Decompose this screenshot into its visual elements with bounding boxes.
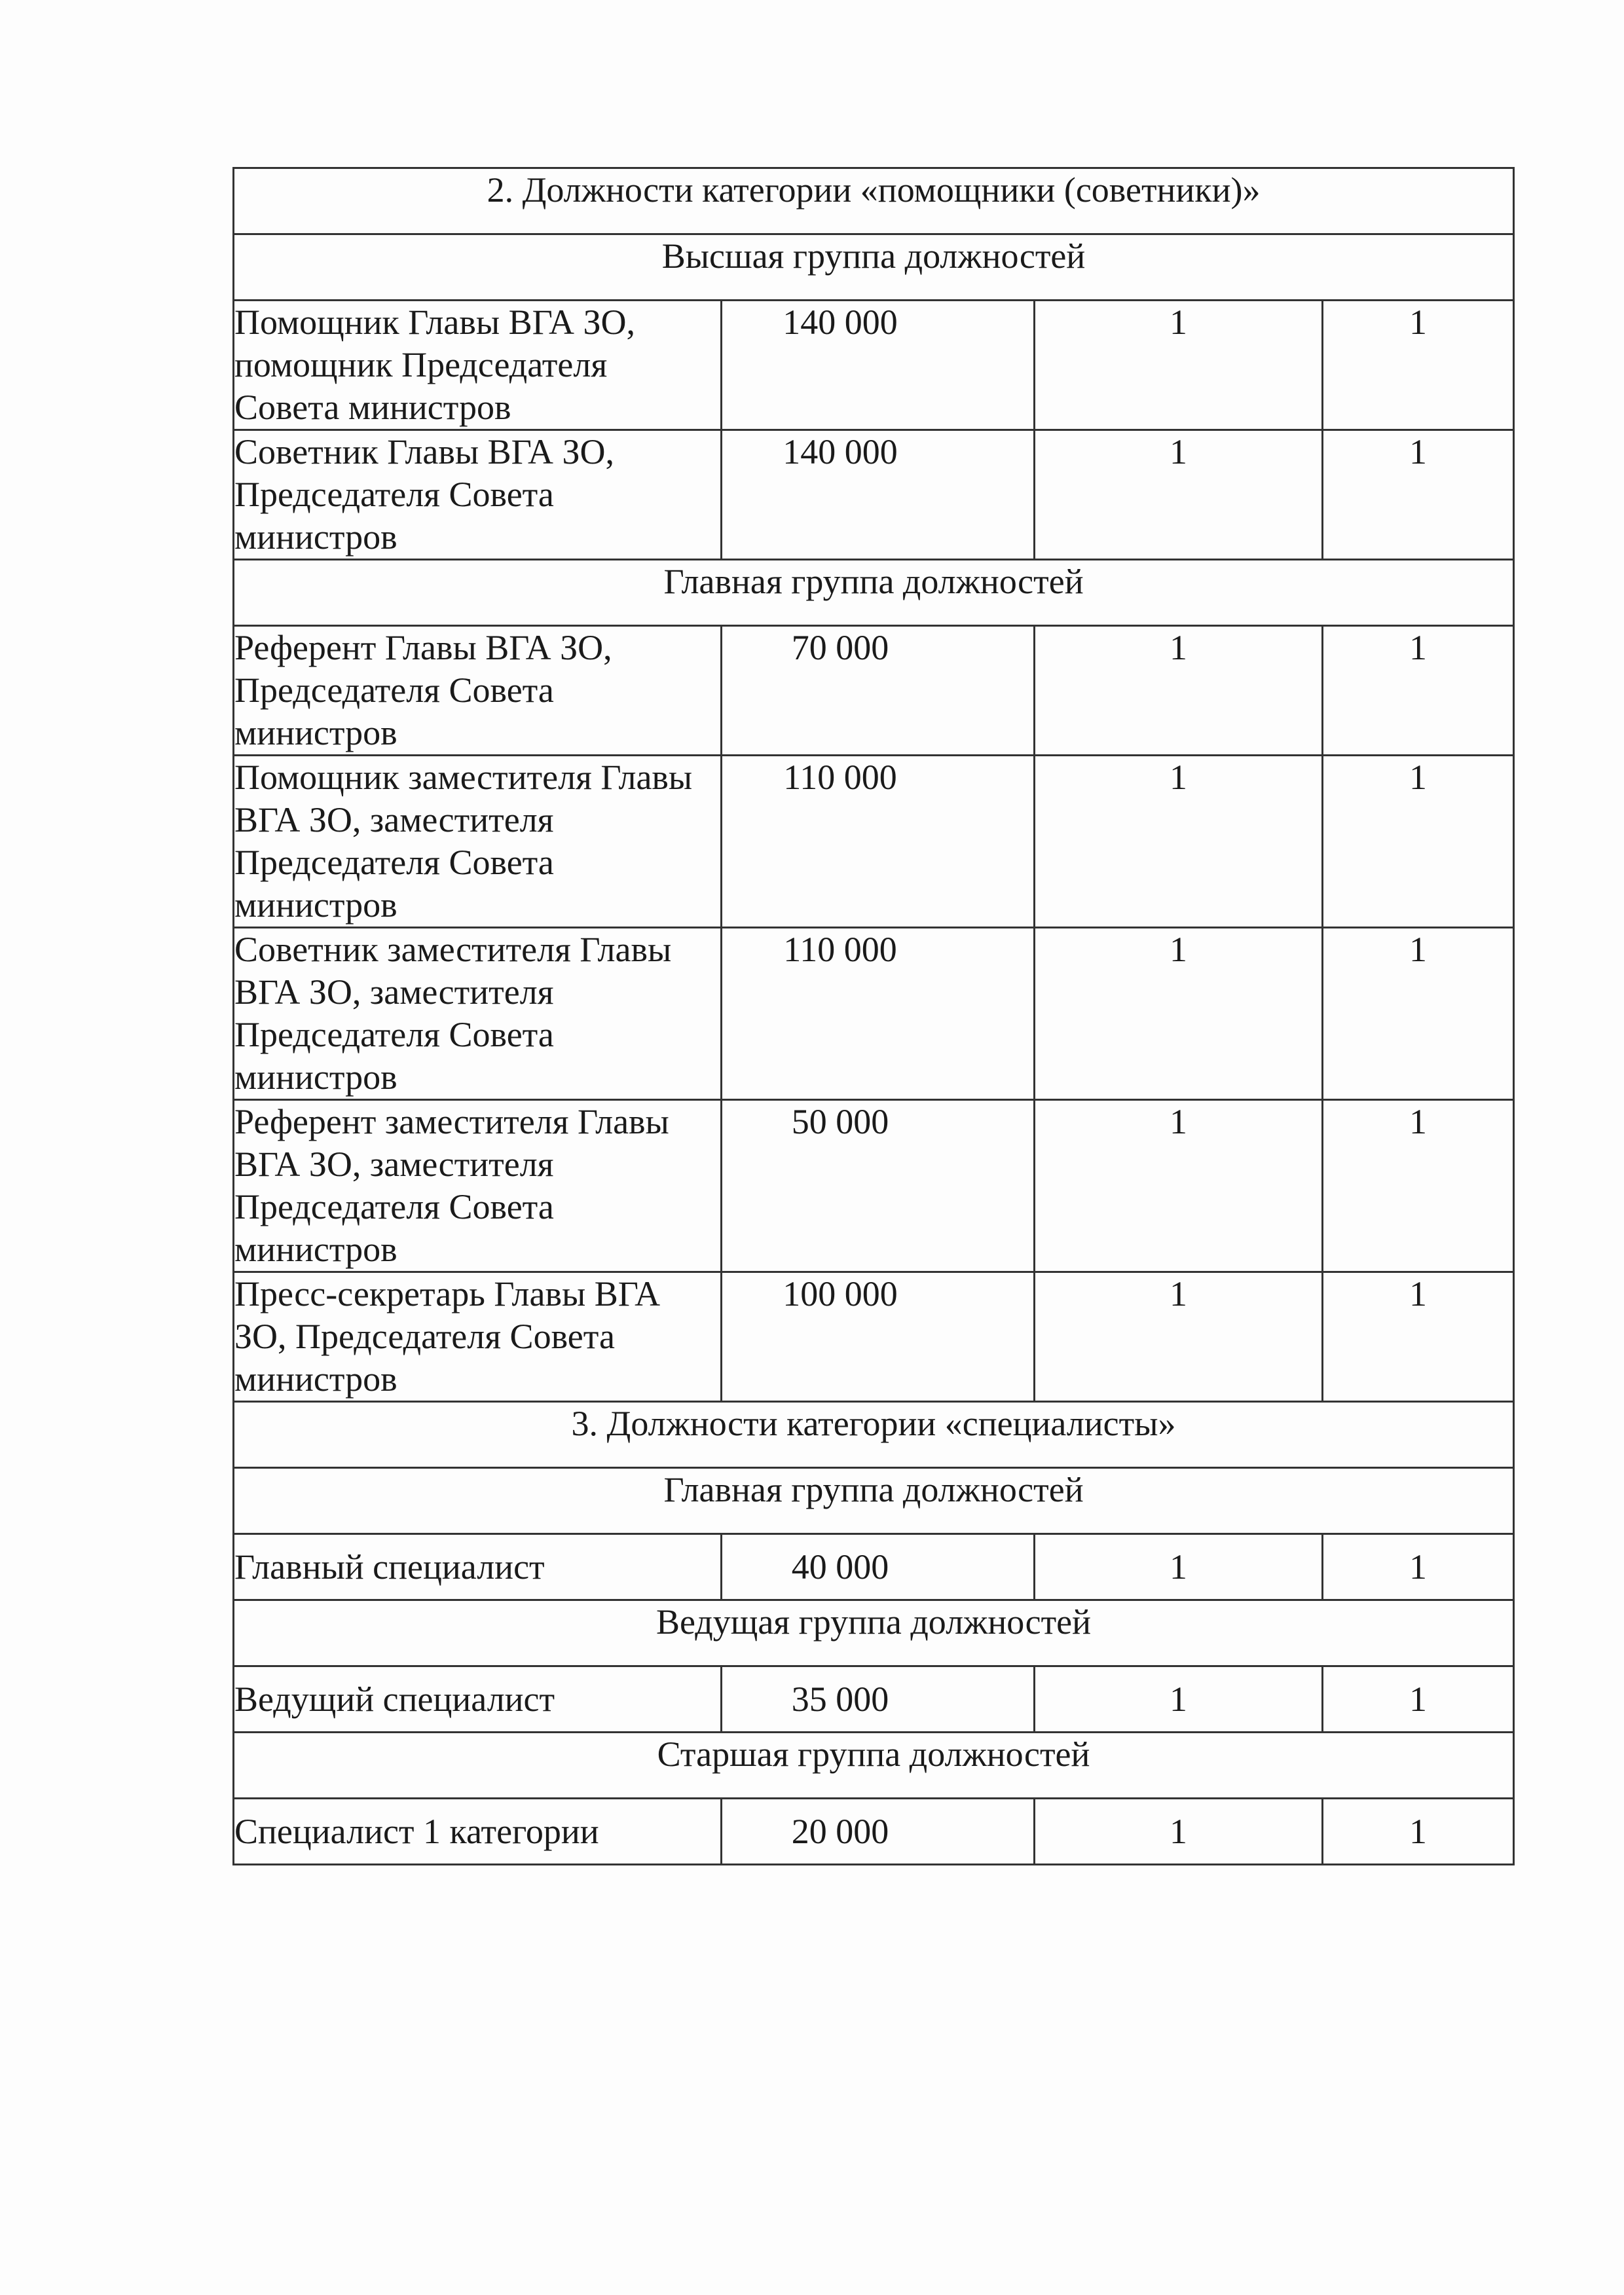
count-cell: 1 [1323,1799,1514,1865]
group-row [234,1468,1514,1534]
salary-cell [722,1272,1035,1402]
position-name: Советник заместителя Главы ВГА ЗО, заместителя Председателя Совета министров [234,928,722,1100]
count-cell: 1 [1035,430,1323,560]
salary-cell [722,928,1035,1100]
table-row [234,430,1514,560]
position-name: Помощник заместителя Главы ВГА ЗО, заместителя Председателя Совета министров [234,756,722,928]
table-row [234,626,1514,756]
salary-cell [722,626,1035,756]
position-name: Референт заместителя Главы ВГА ЗО, заместителя Председателя Совета министров [234,1100,722,1272]
salary-value: 100 000 [783,1274,898,1313]
section-row [234,1402,1514,1468]
group-row [234,560,1514,626]
salary-cell [722,1666,1035,1733]
salary-value: 110 000 [783,930,897,969]
table-row [234,301,1514,430]
group-title: Главная группа должностей [234,560,1514,626]
salary-value: 110 000 [783,758,897,797]
count-cell: 1 [1035,301,1323,430]
count-cell: 1 [1035,928,1323,1100]
section-title: 2. Должности категории «помощники (советники)» [234,168,1514,234]
group-title: Старшая группа должностей [234,1733,1514,1799]
salary-value: 50 000 [791,1102,889,1141]
count-cell: 1 [1323,1100,1514,1272]
count-cell: 1 [1323,301,1514,430]
salary-value: 20 000 [791,1811,889,1851]
group-row [234,234,1514,301]
table-row [234,1666,1514,1733]
position-name: Пресс-секретарь Главы ВГА ЗО, Председателя Совета министров [234,1272,722,1402]
count-cell: 1 [1323,626,1514,756]
salary-value: 140 000 [783,432,898,471]
position-name: Референт Главы ВГА ЗО, Председателя Совета министров [234,626,722,756]
table-row [234,1534,1514,1600]
salary-cell [722,1534,1035,1600]
position-name: Специалист 1 категории [234,1799,722,1865]
staffing-table [232,167,1515,1865]
count-cell: 1 [1035,1272,1323,1402]
position-name: Советник Главы ВГА ЗО, Председателя Совета министров [234,430,722,560]
count-cell: 1 [1035,1534,1323,1600]
group-row [234,1600,1514,1666]
count-cell: 1 [1323,928,1514,1100]
section-row [234,168,1514,234]
count-cell: 1 [1035,1799,1323,1865]
table-row [234,1272,1514,1402]
section-title: 3. Должности категории «специалисты» [234,1402,1514,1468]
table-row [234,1100,1514,1272]
salary-value: 35 000 [791,1679,889,1719]
count-cell: 1 [1035,626,1323,756]
table-row [234,1799,1514,1865]
count-cell: 1 [1035,1100,1323,1272]
salary-cell [722,1799,1035,1865]
count-cell: 1 [1323,756,1514,928]
salary-value: 140 000 [783,303,898,342]
salary-cell [722,1100,1035,1272]
table-row [234,756,1514,928]
group-row [234,1733,1514,1799]
salary-value: 70 000 [791,628,889,667]
salary-value: 40 000 [791,1547,889,1587]
count-cell: 1 [1035,756,1323,928]
count-cell: 1 [1323,1272,1514,1402]
count-cell: 1 [1323,430,1514,560]
count-cell: 1 [1323,1666,1514,1733]
salary-cell [722,430,1035,560]
table-row [234,928,1514,1100]
position-name: Ведущий специалист [234,1666,722,1733]
salary-cell [722,756,1035,928]
position-name: Главный специалист [234,1534,722,1600]
count-cell: 1 [1035,1666,1323,1733]
count-cell: 1 [1323,1534,1514,1600]
group-title: Главная группа должностей [234,1468,1514,1534]
salary-cell [722,301,1035,430]
group-title: Высшая группа должностей [234,234,1514,301]
position-name: Помощник Главы ВГА ЗО, помощник Председателя Совета министров [234,301,722,430]
group-title: Ведущая группа должностей [234,1600,1514,1666]
